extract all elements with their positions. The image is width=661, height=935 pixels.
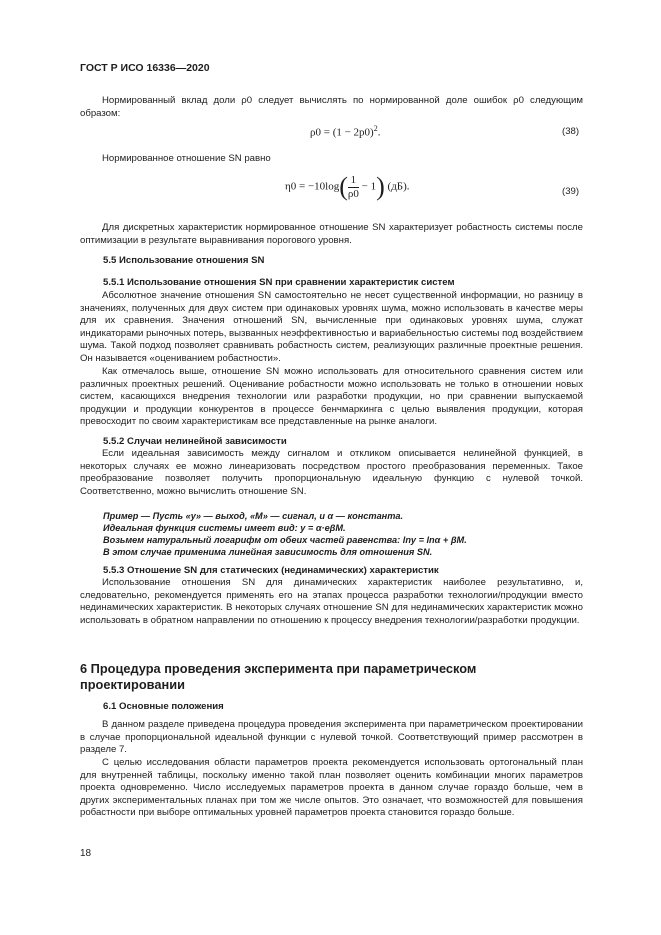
document-header: ГОСТ Р ИСО 16336—2020 <box>80 62 210 74</box>
equation-38: $\rho 0 = (1 - 2p0)^2$. <box>310 124 381 139</box>
paragraph: Нормированное отношение SN равно <box>102 153 271 164</box>
paragraph: С целью исследования области параметров проекта рекомендуется использовать ортогональный план для внутренней таблицы, поскольку именно такой план позволяет оценить комбинации многих параметров проекта одновременно. Число исследуемых параметров проекта в данном случае гораздо больше, чем в других экспериментальных планах при том же числе опытов. Это означает, что возможностей для повышения робастности при выборе оптимальных уровней параметров проекта становится гораздо больше. <box>80 757 583 818</box>
paragraph: В данном разделе приведена процедура проведения эксперимента при параметрическом проектировании в случае пропорциональной идеальной функции с нулевой точкой. Соответствующий пример рассмотрен в разделе 7. <box>80 719 583 755</box>
equation-number: (39) <box>562 186 580 197</box>
equation-number: (38) <box>562 126 580 137</box>
example-line: Возьмем натуральный логарифм от обеих частей равенства: lny = lnα + βM. <box>103 535 467 545</box>
section-heading: 5.5.3 Отношение SN для статических (нединамических) характеристик <box>103 565 439 576</box>
section-heading: 6.1 Основные положения <box>103 701 224 712</box>
equation-exponent: 2 <box>373 124 378 133</box>
section-heading: 5.5.1 Использование отношения SN при сравнении характеристик систем <box>103 277 455 288</box>
example-line: Идеальная функция системы имеет вид: y = α·eβM. <box>103 523 346 533</box>
paragraph: Использование отношения SN для динамических характеристик наиболее результативно, и, следовательно, рекомендуется применять его на этапах процесса разработки технологии/продукции вместо нединамических характеристик. В некоторых случаях отношение SN для нединамических характеристик можно использовать в обратном направлении по отношению к процессу внедрения технологии/разработки продукции. <box>80 577 583 626</box>
paragraph: Нормированный вклад доли ρ0 следует вычислять по нормированной доле ошибок ρ0 следующим образом: <box>80 95 583 119</box>
section-heading: 5.5 Использование отношения SN <box>103 255 265 266</box>
section-heading: 5.5.2 Случаи нелинейной зависимости <box>103 436 287 447</box>
equation-lhs: η0 = −10log <box>285 180 340 193</box>
example-line: Пример — Пусть «y» — выход, «M» — сигнал, и α — константа. <box>103 511 404 521</box>
paragraph: Если идеальная зависимость между сигналом и откликом описывается нелинейной функцией, в некоторых случаях ее можно линеаризовать посредством простого преобразования переменных. Такое преобразование позволяет получить пропорциональную идеальную функцию с нулевой точкой. Соответственно, можно вычислить отношение SN. <box>80 448 583 497</box>
paragraph: Для дискретных характеристик нормированное отношение SN характеризует робастность системы после оптимизации в результате выравнивания порогового уровня. <box>80 222 583 246</box>
paragraph: Как отмечалось выше, отношение SN можно использовать для относительного сравнения систем или различных проектных решений. Оценивание робастности можно использовать не только в отношении новых систем, касающихся внедрения технологии или разработки продукции, но при сравнении выпускаемой продукции и продукции конкурентов в процессе бенчмаркинга с целью выявления продукции, которая превосходит по своим характеристикам все представленные на рынке аналоги. <box>80 366 583 427</box>
page-number: 18 <box>80 848 92 859</box>
fraction: $\frac{1}{\rho 0}$ <box>347 173 359 200</box>
equation-lhs: ρ0 = (1 − 2p0) <box>310 126 374 139</box>
equation-unit: (дБ). <box>387 180 410 193</box>
equation-39: η0 = −10log( $\frac{1}{\rho 0}$ − 1) (дБ). <box>285 172 410 201</box>
paragraph: Абсолютное значение отношения SN самостоятельно не несет существенной информации, но разницу в значениях, полученных для двух систем при одинаковых уровнях шума, можно использовать в качестве меры для их сравнения. Значения отношений SN, вычисленные при одинаковых уровнях шума, служат индикаторами рыночных потерь, вызванных неэффективностью и вариабельностью системы под воздействием шума. Такой подход позволяет сравнивать робастность систем, реализующих различные проектные решения. Он называется «оцениванием робастности». <box>80 290 583 364</box>
chapter-heading: 6 Процедура проведения эксперимента при параметрическом проектировании <box>80 661 477 692</box>
example-line: В этом случае применима линейная зависимость для отношения SN. <box>103 547 433 557</box>
